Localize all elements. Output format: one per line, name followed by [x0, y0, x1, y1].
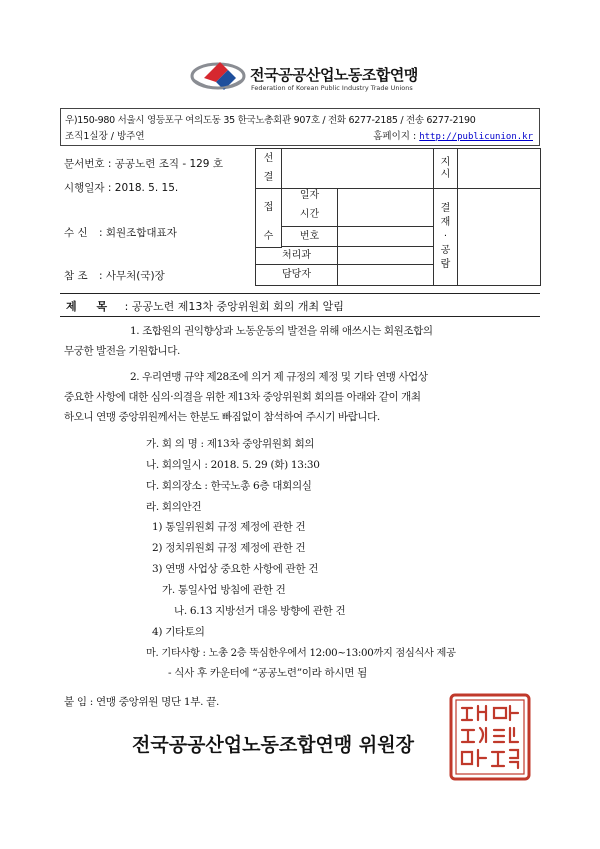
signature-line: 전국공공산업노동조합연맹 위원장 — [132, 734, 414, 756]
approval-cell-empty — [282, 149, 434, 189]
approval-cell-dept-value — [338, 247, 434, 265]
approval-cell-cheorigwa: 처리과 — [256, 247, 338, 265]
approval-table — [255, 148, 541, 286]
address-line: 우)150-980 서울시 영등포구 여의도동 35 한국노총회관 907호 / 전화 6277-2185 / 전송 6277-2190 — [65, 115, 476, 126]
approval-cell-manager-value — [338, 265, 434, 285]
approval-cell-gyeoljae: 결 재 · 공 람 — [434, 189, 458, 285]
item-agenda: 라. 회의안건 — [146, 501, 202, 513]
attachment: 붙 임 : 연맹 중앙위원 명단 1부. 끝. — [64, 696, 220, 708]
homepage — [373, 128, 533, 142]
doc-number: 문서번호 : 공공노련 조직 - 129 호 — [64, 158, 223, 170]
divider — [60, 316, 540, 317]
reference-label: 참 조 — [64, 270, 88, 282]
reference-value: : 사무처(국)장 — [98, 270, 165, 282]
item-meeting-name: 가. 회 의 명 : 제13차 중앙위원회 회의 — [146, 438, 315, 450]
approval-cell-beonho: 번호 — [282, 227, 338, 247]
address-box — [60, 108, 540, 146]
agenda-3-b: 나. 6.13 지방선거 대응 방향에 관한 건 — [174, 605, 346, 617]
federation-logo-icon — [190, 56, 246, 96]
subject-text: : 공공노련 제13차 중앙위원회 회의 개최 알림 — [124, 300, 344, 313]
divider — [60, 293, 540, 294]
agenda-4: 4) 기타토의 — [152, 626, 205, 638]
approval-cell-damdangja: 담당자 — [256, 265, 338, 285]
paragraph-2-line-2: 중요한 사항에 대한 심의·의결을 위한 제13차 중앙위원회 회의를 아래와 같이 개최 — [64, 391, 421, 403]
item-other: 마. 기타사항 : 노총 2층 뚝심한우에서 12:00~13:00까지 점심식사 제공 — [146, 648, 456, 659]
approval-cell-su: 수 — [256, 227, 282, 248]
recipient-label: 수 신 — [64, 227, 88, 239]
subject-line — [66, 298, 344, 314]
approval-cell-jisi: 지 시 — [434, 149, 458, 189]
approval-cell-review-value — [458, 189, 540, 285]
agenda-1: 1) 통일위원회 규정 제정에 관한 건 — [152, 521, 306, 533]
agenda-3: 3) 연맹 사업상 중요한 사항에 관한 건 — [152, 563, 319, 575]
item-meeting-place: 다. 회의장소 : 한국노총 6층 대회의실 — [146, 480, 312, 492]
homepage-link[interactable]: http://publicunion.kr — [419, 132, 533, 142]
official-seal-icon — [448, 692, 532, 782]
reference — [64, 268, 165, 283]
paragraph-1-line-1: 1. 조합원의 권익향상과 노동운동의 발전을 위해 애쓰시는 회원조합의 — [130, 325, 433, 337]
approval-cell-number-value — [338, 227, 434, 247]
approval-cell-gyeol: 결 — [256, 168, 282, 189]
homepage-label: 홈페이지 : — [373, 131, 417, 142]
paragraph-2-line-1: 2. 우리연맹 규약 제28조에 의거 제 규정의 제정 및 기타 연맹 사업상 — [130, 371, 428, 383]
org-name-en: Federation of Korean Public Industry Trade Unions — [251, 84, 413, 92]
approval-cell-sigan: 시간 — [282, 203, 338, 227]
paragraph-1-line-2: 무궁한 발전을 기원합니다. — [64, 345, 180, 357]
approval-cell-directive-value — [458, 149, 540, 189]
recipient-value: : 회원조합대표자 — [98, 227, 177, 239]
approval-cell-jeop: 접 — [256, 189, 282, 227]
issue-date: 시행일자 : 2018. 5. 15. — [64, 182, 179, 194]
recipient — [64, 225, 177, 240]
contact-person: 조직1실장 / 방주연 — [65, 131, 145, 142]
subject-label: 제 목 — [66, 300, 116, 313]
item-meeting-date: 나. 회의일시 : 2018. 5. 29 (화) 13:30 — [146, 459, 320, 471]
agenda-2: 2) 정치위원회 규정 제정에 관한 건 — [152, 542, 306, 554]
approval-cell-date-value — [338, 189, 434, 227]
paragraph-2-line-3: 하오니 연맹 중앙위원께서는 한분도 빠짐없이 참석하여 주시기 바랍니다. — [64, 411, 380, 423]
item-other-note: - 식사 후 카운터에 “공공노련”이라 하시면 됨 — [168, 667, 367, 679]
approval-cell-seon: 선 — [256, 149, 282, 168]
agenda-3-a: 가. 통일사업 방침에 관한 건 — [162, 584, 286, 596]
org-name-ko: 전국공공산업노동조합연맹 — [250, 66, 418, 84]
approval-cell-ilja: 일자 — [282, 189, 338, 203]
